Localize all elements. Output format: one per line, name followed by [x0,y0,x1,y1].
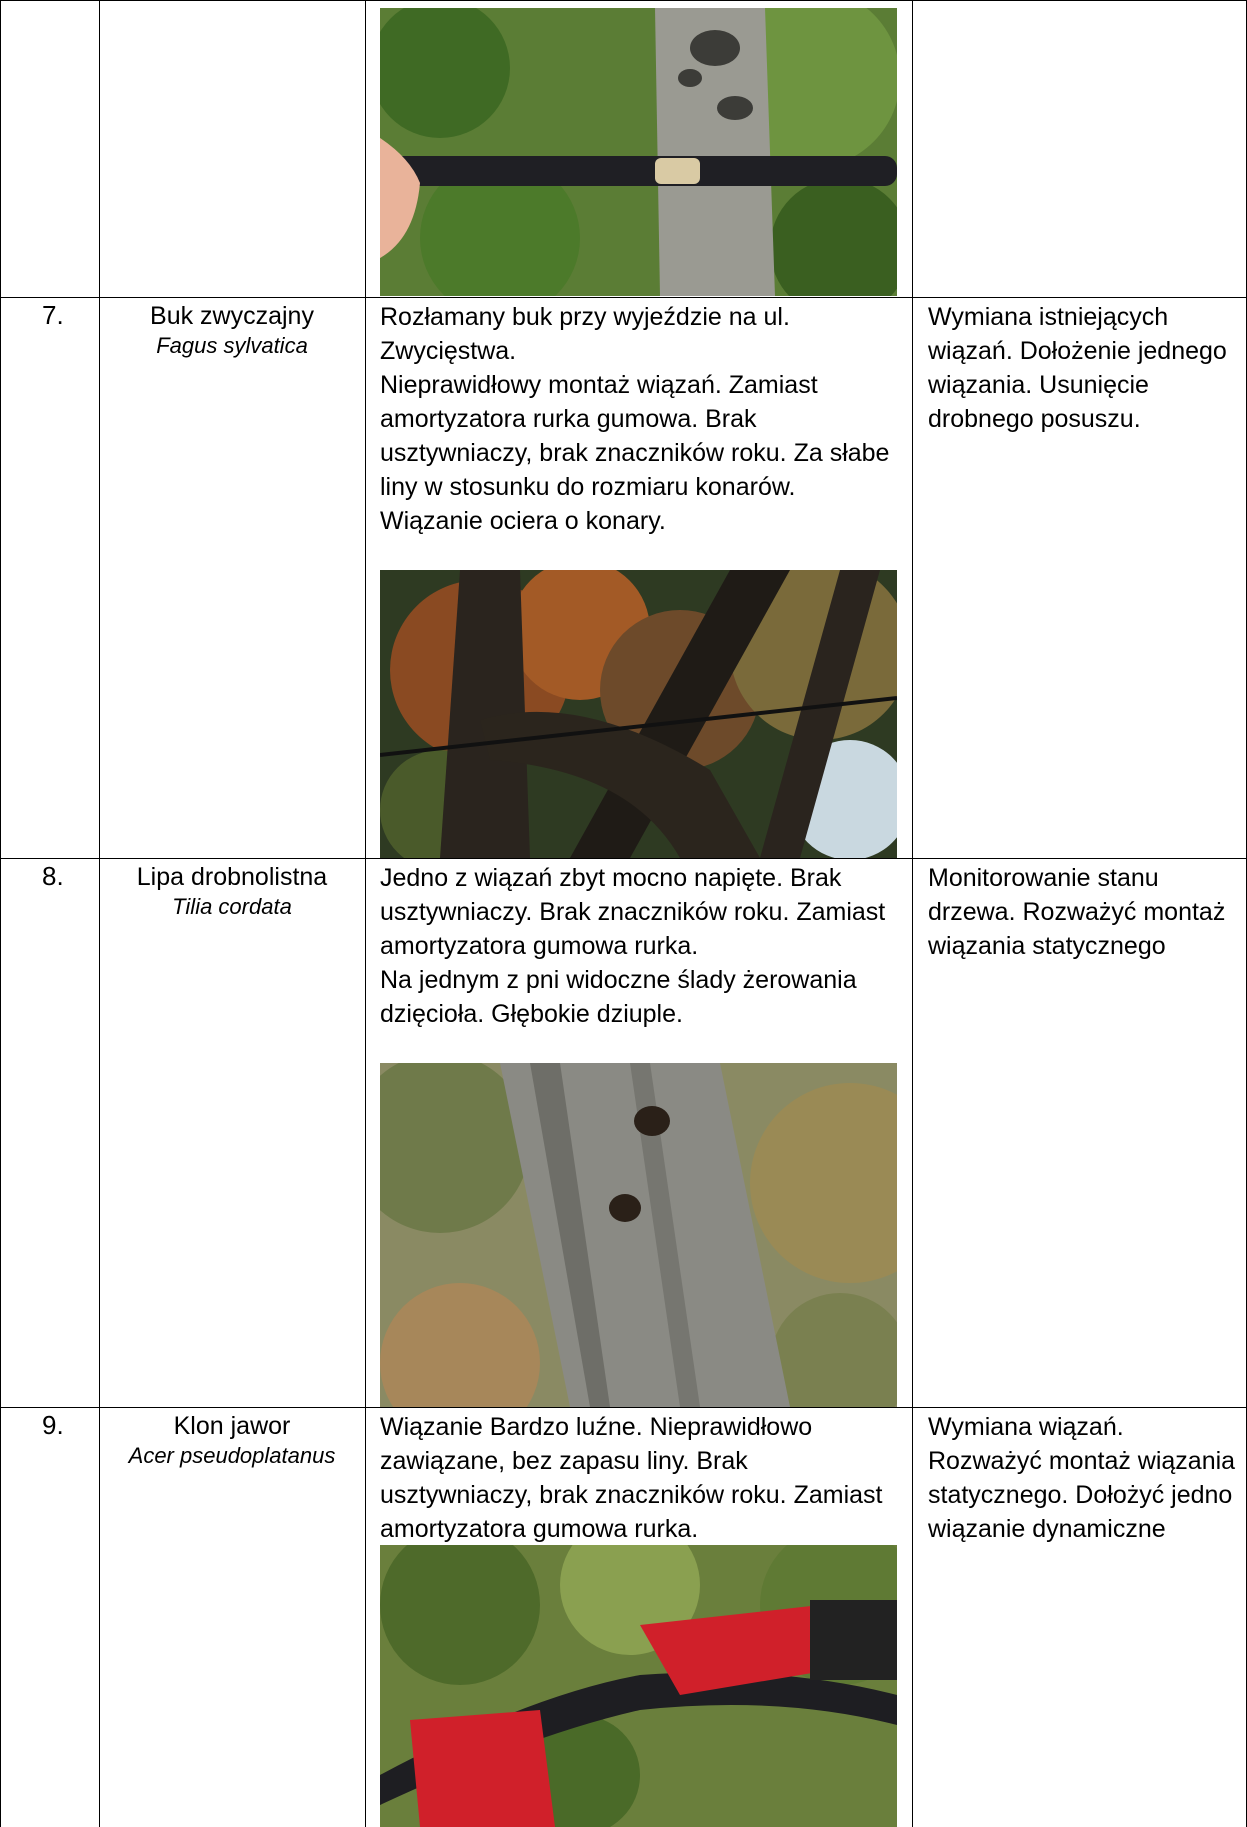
species-cell [101,1411,363,1470]
species-common-name: Buk zwyczajny [150,302,314,330]
description-text: Jedno z wiązań zbyt mocno napięte. Brak usztywniaczy. Brak znaczników roku. Zamiast amortyzatora gumowa rurka. Na jednym z pni widoczne ślady żerowania dzięcioła. Głębokie dziuple. [380,864,886,1028]
row-number: 9. [42,1410,64,1440]
trunk-cavities-photo [380,1063,897,1407]
description-text: Wiązanie Bardzo luźne. Nieprawidłowo zawiązane, bez zapasu liny. Brak usztywniaczy, brak znaczników roku. Zamiast amortyzatora gumowa rurka. [380,1413,883,1543]
recommendation-text: Monitorowanie stanu drzewa. Rozważyć montaż wiązania statycznego [928,864,1226,960]
row-number: 7. [42,300,64,330]
rope-photo [380,8,897,296]
species-common-name: Klon jawor [173,1412,291,1440]
species-latin-name: Tilia cordata [172,894,292,919]
canopy-photo [380,570,897,858]
gloves-rope-photo [380,1545,897,1827]
description-text: Rozłamany buk przy wyjeździe na ul. Zwycięstwa. Nieprawidłowy montaż wiązań. Zamiast amortyzatora rurka gumowa. Brak usztywniaczy, brak znaczników roku. Za słabe liny w stosunku do rozmiaru konarów. Wiązanie ociera o konary. [380,303,890,535]
recommendation-text: Wymiana wiązań. Rozważyć montaż wiązania statycznego. Dołożyć jedno wiązanie dynamiczne [928,1413,1236,1543]
species-latin-name: Acer pseudoplatanus [128,1443,336,1468]
species-latin-name: Fagus sylvatica [156,333,308,358]
species-common-name: Lipa drobnolistna [136,863,328,891]
species-cell [101,862,363,921]
row-number: 8. [42,861,64,891]
recommendation-text: Wymiana istniejących wiązań. Dołożenie jednego wiązania. Usunięcie drobnego posuszu. [928,303,1227,433]
species-cell [101,301,363,360]
